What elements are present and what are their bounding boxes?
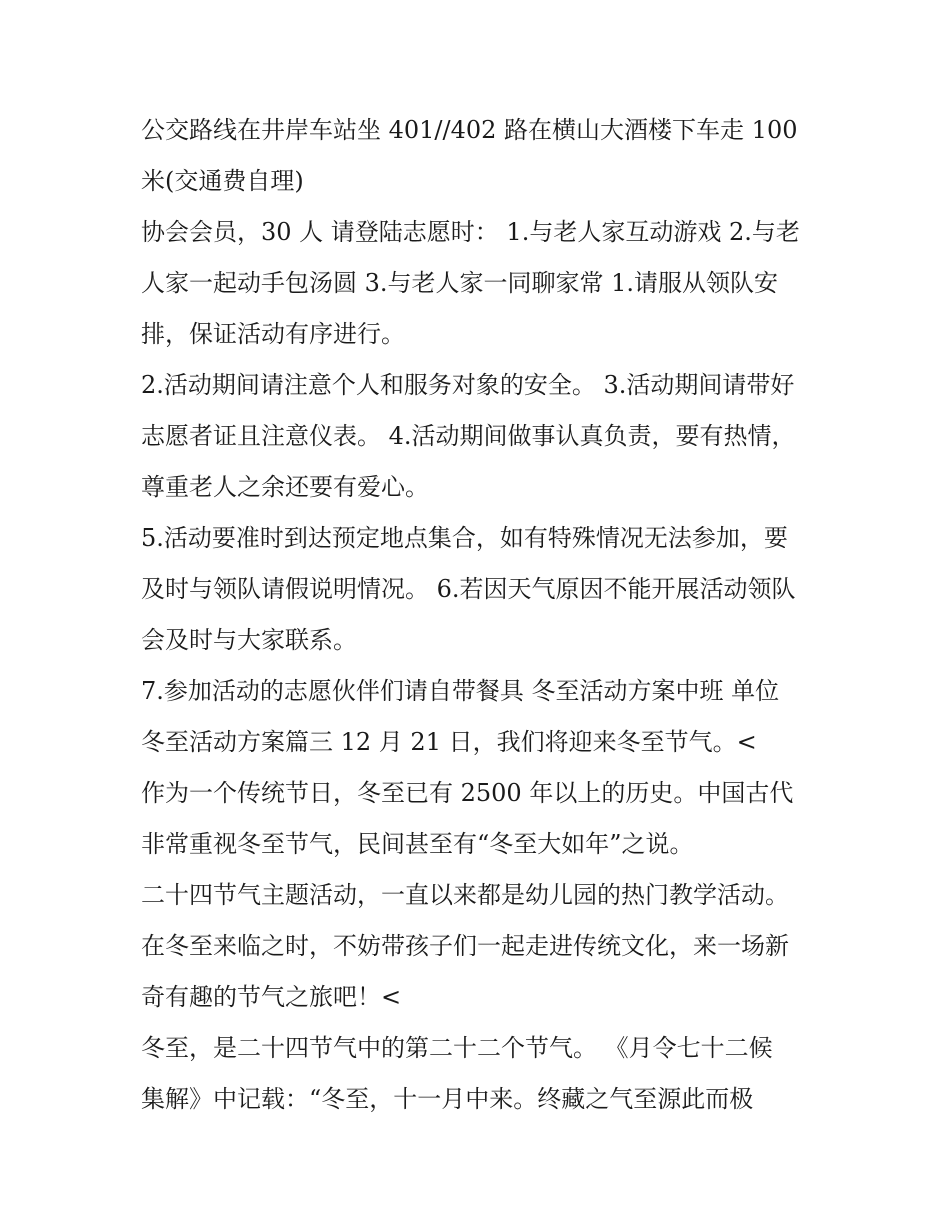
text-line: 2.活动期间请注意个人和服务对象的安全。 3.活动期间请带好 xyxy=(141,371,795,399)
text-line: 作为一个传统节日，冬至已有 2500 年以上的历史。中国古代 xyxy=(141,779,794,807)
text-line: 奇有趣的节气之旅吧！< xyxy=(141,983,402,1011)
text-line: 冬至，是二十四节气中的第二十二个节气。 《月令七十二候 xyxy=(141,1034,773,1062)
text-line: 7.参加活动的志愿伙伴们请自带餐具 冬至活动方案中班 单位 xyxy=(141,677,780,705)
document-body xyxy=(141,105,831,1125)
text-line: 集解》中记载：“冬至，十一月中来。终藏之气至源此而极 xyxy=(141,1085,754,1113)
text-line: 志愿者证且注意仪表。 4.活动期间做事认真负责，要有热情， xyxy=(141,422,796,450)
text-line: 在冬至来临之时，不妨带孩子们一起走进传统文化，来一场新 xyxy=(141,932,789,960)
text-line: 会及时与大家联系。 xyxy=(141,626,357,654)
text-line: 5.活动要准时到达预定地点集合，如有特殊情况无法参加，要 xyxy=(141,524,788,552)
text-line: 二十四节气主题活动，一直以来都是幼儿园的热门教学活动。 xyxy=(141,881,789,909)
text-line: 人家一起动手包汤圆 3.与老人家一同聊家常 1.请服从领队安 xyxy=(141,269,779,297)
text-line: 及时与领队请假说明情况。 6.若因天气原因不能开展活动领队 xyxy=(141,575,796,603)
text-line: 协会会员，30 人 请登陆志愿时： 1.与老人家互动游戏 2.与老 xyxy=(141,218,800,246)
text-line: 排，保证活动有序进行。 xyxy=(141,320,405,348)
text-line: 冬至活动方案篇三 12 月 21 日，我们将迎来冬至节气。< xyxy=(141,728,757,756)
text-line: 米(交通费自理) xyxy=(141,167,304,195)
text-line: 公交路线在井岸车站坐 401//402 路在横山大酒楼下车走 100 xyxy=(141,116,798,144)
text-line: 非常重视冬至节气，民间甚至有“冬至大如年”之说。 xyxy=(141,830,694,858)
text-line: 尊重老人之余还要有爱心。 xyxy=(141,473,429,501)
